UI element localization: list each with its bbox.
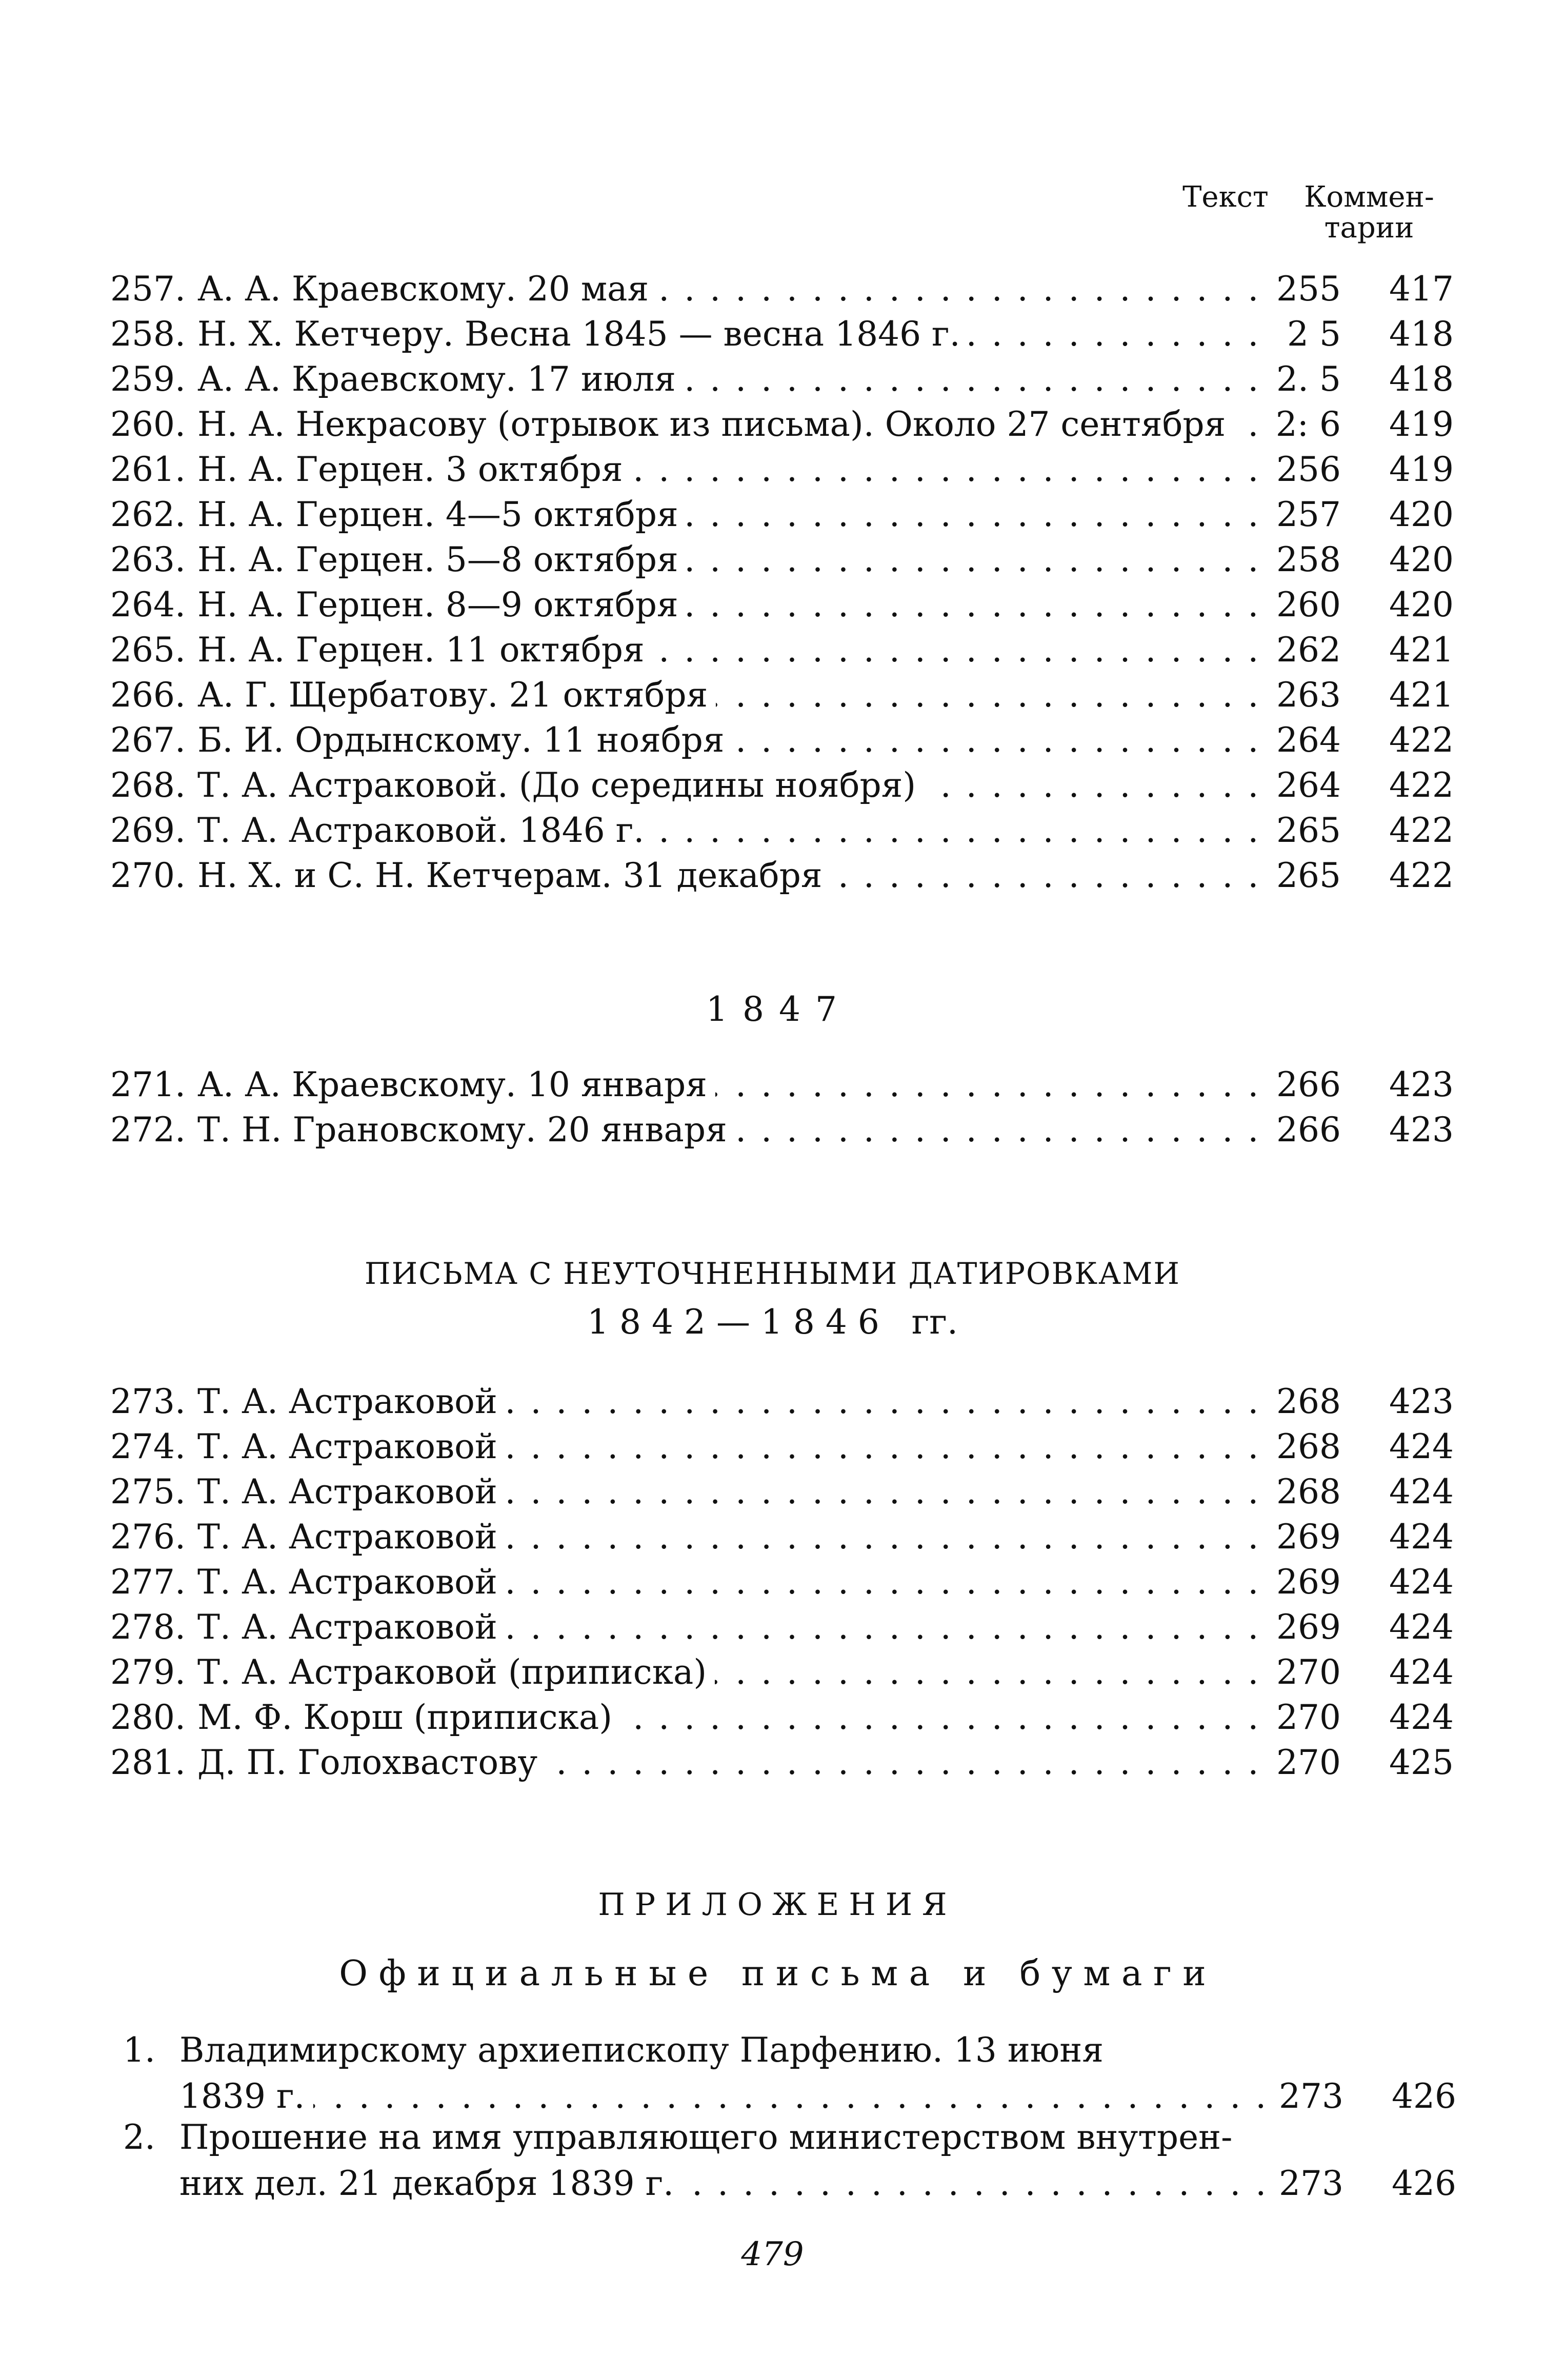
- comment-page: 422: [1389, 765, 1454, 805]
- text-page: 2. 5: [1276, 359, 1341, 399]
- comment-page: 424: [1389, 1427, 1454, 1466]
- item-title-line1: Владимирскому архиепископу Парфению. 13 июня: [179, 2030, 1103, 2070]
- text-page: 265: [1276, 811, 1341, 850]
- text-page: 269: [1276, 1607, 1341, 1647]
- page-number: 479: [741, 2235, 804, 2273]
- comment-page: 420: [1389, 540, 1454, 579]
- row-title: Т. А. Астраковой . . .: [197, 1379, 1274, 1424]
- toc-row: [110, 628, 1454, 673]
- row-number: 273.: [110, 1382, 186, 1421]
- row-title: Д. П. Голохвастову . . .: [197, 1740, 1274, 1785]
- row-title: Н. Х. и С. Н. Кетчерам. 31 декабря . . .: [197, 853, 1274, 898]
- row-number: 270.: [110, 856, 186, 895]
- text-page: 256: [1276, 450, 1341, 489]
- row-title: Т. А. Астраковой . . .: [197, 1515, 1274, 1560]
- row-number: 272.: [110, 1110, 186, 1149]
- text-page: 273: [1279, 2076, 1343, 2116]
- row-title: Н. А. Герцен. 11 октября . . .: [197, 628, 1274, 673]
- comment-page: 422: [1389, 856, 1454, 895]
- comment-page: 418: [1389, 359, 1454, 399]
- comment-page: 422: [1389, 720, 1454, 760]
- text-page: 269: [1276, 1517, 1341, 1557]
- comment-page: 424: [1389, 1607, 1454, 1647]
- toc-row: [110, 673, 1454, 718]
- toc-row: [110, 718, 1454, 763]
- comment-page: 423: [1389, 1065, 1454, 1104]
- comment-page: 420: [1389, 585, 1454, 624]
- row-number: 267.: [110, 720, 186, 760]
- toc-row: [110, 537, 1454, 582]
- comment-page: 421: [1389, 630, 1454, 670]
- text-page: 2: 6: [1275, 405, 1341, 444]
- text-page: 264: [1276, 720, 1341, 760]
- row-number: 260.: [110, 405, 186, 444]
- row-title: А. А. Краевскому. 17 июля . . .: [197, 357, 1274, 402]
- toc-row: [110, 267, 1454, 312]
- row-number: 258.: [110, 314, 186, 354]
- comment-page: 426: [1392, 2076, 1456, 2116]
- toc-row: [110, 1469, 1454, 1515]
- text-page: 273: [1279, 2164, 1343, 2203]
- text-page: 270: [1276, 1652, 1341, 1692]
- row-title: Б. И. Ордынскому. 11 ноября . . .: [197, 718, 1274, 763]
- row-number: 257.: [110, 269, 186, 309]
- row-title: Т. А. Астраковой . . .: [197, 1605, 1274, 1650]
- row-number: 266.: [110, 675, 186, 715]
- toc-row: [110, 402, 1454, 447]
- row-number: 259.: [110, 359, 186, 399]
- row-number: 279.: [110, 1652, 186, 1692]
- row-number: 271.: [110, 1065, 186, 1104]
- comment-page: 420: [1389, 495, 1454, 534]
- row-title: Н. А. Герцен. 3 октября . . .: [197, 447, 1274, 492]
- row-title: А. Г. Щербатову. 21 октября . . .: [197, 673, 1274, 718]
- row-title: М. Ф. Корш (приписка) . . .: [197, 1695, 1274, 1740]
- row-title: Н. А. Герцен. 8—9 октября . . .: [197, 582, 1274, 628]
- comment-page: 425: [1389, 1743, 1454, 1782]
- row-title: Т. А. Астраковой . . .: [197, 1560, 1274, 1605]
- toc-row: [110, 1605, 1454, 1650]
- column-header-text: Текст: [1182, 180, 1269, 214]
- row-title: Н. А. Некрасову (отрывок из письма). Около 27 сентября . . .: [197, 402, 1274, 447]
- toc-row: [110, 1062, 1454, 1107]
- row-title: Т. А. Астраковой . . .: [197, 1424, 1274, 1469]
- comment-page: 421: [1389, 675, 1454, 715]
- text-page: 2 5: [1287, 314, 1341, 354]
- row-title: Т. Н. Грановскому. 20 января . . .: [197, 1107, 1274, 1153]
- row-title: Т. А. Астраковой (приписка) . . .: [197, 1650, 1274, 1695]
- comment-page: 417: [1389, 269, 1454, 309]
- toc-row: [110, 357, 1454, 402]
- toc-row: [110, 763, 1454, 808]
- toc-row: [110, 1107, 1454, 1153]
- toc-row: [110, 492, 1454, 537]
- text-page: 270: [1276, 1698, 1341, 1737]
- row-title: Н. А. Герцен. 5—8 октября . . .: [197, 537, 1274, 582]
- row-number: 261.: [110, 450, 186, 489]
- row-number: 281.: [110, 1743, 186, 1782]
- row-title: А. А. Краевскому. 10 января . . .: [197, 1062, 1274, 1107]
- comment-page: 419: [1389, 450, 1454, 489]
- comment-page: 423: [1389, 1110, 1454, 1149]
- section-heading: ПИСЬМА С НЕУТОЧНЕННЫМИ ДАТИРОВКАМИ: [365, 1256, 1180, 1291]
- row-title: Н. Х. Кетчеру. Весна 1845 — весна 1846 г. . . .: [197, 312, 1274, 357]
- row-number: 276.: [110, 1517, 186, 1557]
- text-page: 255: [1276, 269, 1341, 309]
- toc-row: [110, 808, 1454, 853]
- toc-row: [110, 1650, 1454, 1695]
- item-title-line1: Прошение на имя управляющего министерством внутрен-: [179, 2117, 1233, 2157]
- comment-page: 423: [1389, 1382, 1454, 1421]
- text-page: 266: [1276, 1065, 1341, 1104]
- comment-page: 418: [1389, 314, 1454, 354]
- comment-page: 424: [1389, 1652, 1454, 1692]
- appendix-subheading: О ф и ц и а л ь н ы е п и с ь м а и б у м а г и: [339, 1953, 1206, 1994]
- text-page: 266: [1276, 1110, 1341, 1149]
- row-number: 264.: [110, 585, 186, 624]
- item-number: 1.: [123, 2030, 155, 2070]
- text-page: 265: [1276, 856, 1341, 895]
- section-subheading: 1 8 4 2 — 1 8 4 6 гг.: [587, 1302, 958, 1342]
- text-page: 264: [1276, 765, 1341, 805]
- text-page: 270: [1276, 1743, 1341, 1782]
- toc-row: [110, 1379, 1454, 1424]
- row-number: 277.: [110, 1562, 186, 1602]
- row-title: Т. А. Астраковой. 1846 г. . . .: [197, 808, 1274, 853]
- comment-page: 424: [1389, 1517, 1454, 1557]
- toc-row: [110, 312, 1454, 357]
- text-page: 260: [1276, 585, 1341, 624]
- comment-page: 419: [1389, 405, 1454, 444]
- row-number: 265.: [110, 630, 186, 670]
- comment-page: 424: [1389, 1698, 1454, 1737]
- row-number: 280.: [110, 1698, 186, 1737]
- text-page: 263: [1276, 675, 1341, 715]
- row-title: Т. А. Астраковой. (До середины ноября) . . .: [197, 763, 1274, 808]
- text-page: 257: [1276, 495, 1341, 534]
- row-number: 275.: [110, 1472, 186, 1511]
- appendix-heading: П Р И Л О Ж Е Н И Я: [598, 1887, 947, 1923]
- toc-row: [110, 1695, 1454, 1740]
- comment-page: 424: [1389, 1562, 1454, 1602]
- row-number: 274.: [110, 1427, 186, 1466]
- text-page: 258: [1276, 540, 1341, 579]
- row-number: 263.: [110, 540, 186, 579]
- row-number: 278.: [110, 1607, 186, 1647]
- row-title: Н. А. Герцен. 4—5 октября . . .: [197, 492, 1274, 537]
- comment-page: 424: [1389, 1472, 1454, 1511]
- toc-row: [110, 1740, 1454, 1785]
- year-heading: 1 8 4 7: [706, 990, 839, 1029]
- text-page: 262: [1276, 630, 1341, 670]
- row-title: А. А. Краевскому. 20 мая . . .: [197, 267, 1274, 312]
- toc-row: [110, 853, 1454, 898]
- comment-page: 426: [1392, 2164, 1456, 2203]
- row-number: 262.: [110, 495, 186, 534]
- toc-row: [110, 1515, 1454, 1560]
- row-title: Т. А. Астраковой . . .: [197, 1469, 1274, 1515]
- toc-row: [110, 447, 1454, 492]
- comment-page: 422: [1389, 811, 1454, 850]
- column-header-comments: Коммен- тарии: [1304, 180, 1434, 245]
- item-number: 2.: [123, 2117, 155, 2157]
- text-page: 268: [1276, 1472, 1341, 1511]
- text-page: 269: [1276, 1562, 1341, 1602]
- text-page: 268: [1276, 1382, 1341, 1421]
- toc-row: [110, 582, 1454, 628]
- toc-row: [110, 1560, 1454, 1605]
- row-number: 269.: [110, 811, 186, 850]
- item-title-line2: 1839 г. . . .: [179, 2076, 1272, 2116]
- item-title-line2: них дел. 21 декабря 1839 г. . . .: [179, 2164, 1272, 2203]
- text-page: 268: [1276, 1427, 1341, 1466]
- row-number: 268.: [110, 765, 186, 805]
- toc-row: [110, 1424, 1454, 1469]
